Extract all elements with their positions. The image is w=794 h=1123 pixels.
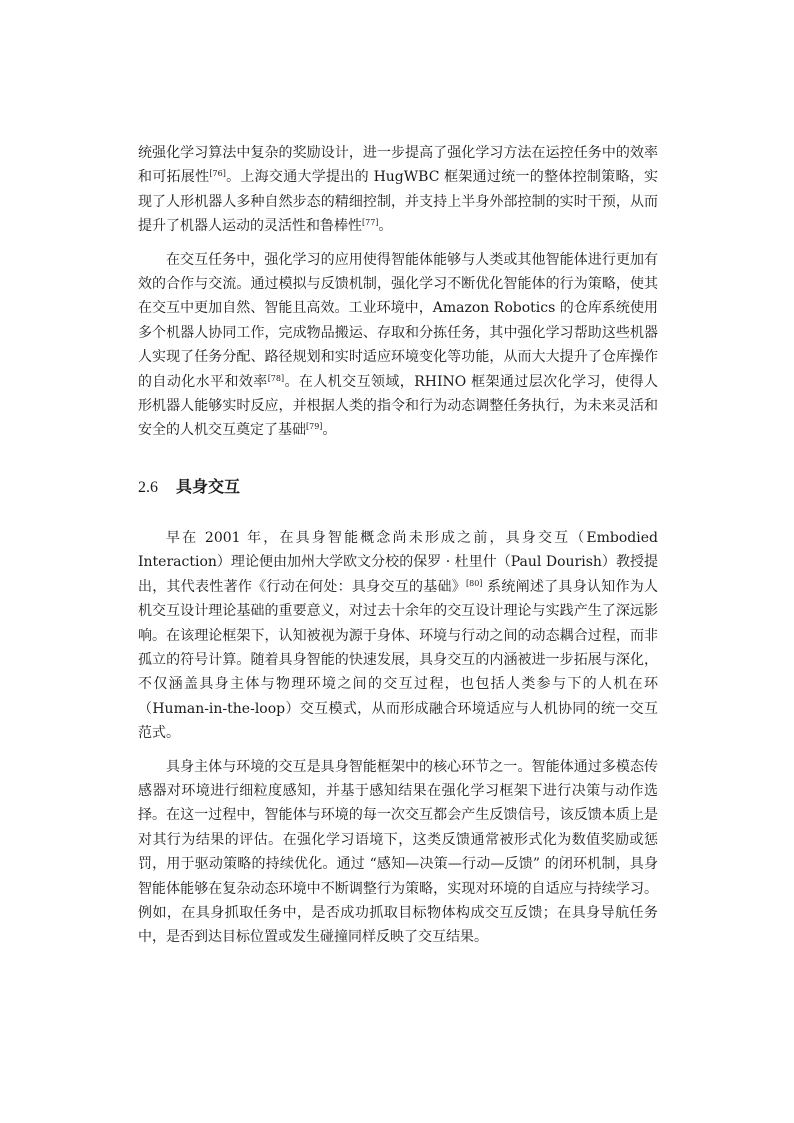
citation-77: [77] <box>362 218 379 228</box>
citation-78: [78] <box>267 373 285 383</box>
paragraph-text: 。在人机交互领域，RHINO 框架通过层次化学习，使得人形机器人能够实时反应，并根据人类的指令和行为动态调整任务执行，为未来灵活和安全的人机交互奠定了基础 <box>138 373 658 439</box>
paragraph-text: 早在 2001 年，在具身智能概念尚未形成之前，具身交互（Embodied Interaction）理论便由加州大学欧文分校的保罗 · 杜里什（Paul Dourish）教授提出，其代表性著作《行动在何处：具身交互的基础》 <box>138 529 658 595</box>
paragraph-text: 系统阐述了具身认知作为人机交互设计理论基础的重要意义，对过去十余年的交互设计理论与实践产生了深远影响。在该理论框架下，认知被视为源于身体、环境与行动之间的动态耦合过程，而非孤立的符号计算。随着具身智能的快速发展，具身交互的内涵被进一步拓展与深化，不仅涵盖具身主体与物理环境之间的交互过程，也包括人类参与下的人机在环（Human-in-the-loop）交互模式，从而形成融合环境适应与人机协同的统一交互范式。 <box>138 578 658 742</box>
paragraph-text: 。 <box>378 218 393 235</box>
citation-79: [79] <box>306 422 323 432</box>
section-number: 2.6 <box>138 478 158 496</box>
paragraph-2 <box>138 248 658 443</box>
paragraph-4 <box>138 755 658 950</box>
paragraph-text: 在交互任务中，强化学习的应用使得智能体能够与人类或其他智能体进行更加有效的合作与交流。通过模拟与反馈机制，强化学习不断优化智能体的行为策略，使其在交互中更加自然、智能且高效。工业环境中，Amazon Robotics 的仓库系统使用多个机器人协同工作，完成物品搬运、存取和分拣任务，其中强化学习帮助这些机器人实现了任务分配、路径规划和实时适应环境变化等功能，从而大大提升了仓库操作的自动化水平和效率 <box>138 251 658 390</box>
section-heading <box>138 477 658 498</box>
paragraph-1 <box>138 141 658 239</box>
page-body <box>138 141 658 950</box>
citation-80: [80] <box>466 578 483 588</box>
paragraph-3 <box>138 526 658 746</box>
paragraph-text: 具身主体与环境的交互是具身智能框架中的核心环节之一。智能体通过多模态传感器对环境进行细粒度感知，并基于感知结果在强化学习框架下进行决策与动作选择。在这一过程中，智能体与环境的每一次交互都会产生反馈信号，该反馈本质上是对其行为结果的评估。在强化学习语境下，这类反馈通常被形式化为数值奖励或惩罚，用于驱动策略的持续优化。通过 “感知—决策—行动—反馈” 的闭环机制，具身智能体能够在复杂动态环境中不断调整行为策略，实现对环境的自适应与持续学习。例如，在具身抓取任务中，是否成功抓取目标物体构成交互反馈；在具身导航任务中，是否到达目标位置或发生碰撞同样反映了交互结果。 <box>138 758 658 946</box>
paragraph-text: 。上海交通大学提出的 HugWBC 框架通过统一的整体控制策略，实现了人形机器人多种自然步态的精细控制，并支持上半身外部控制的实时干预，从而提升了机器人运动的灵活性和鲁棒性 <box>138 169 658 235</box>
section-title: 具身交互 <box>176 476 241 496</box>
paragraph-text: 统强化学习算法中复杂的奖励设计，进一步提高了强化学习方法在运控任务中的效率和可拓展性 <box>138 145 658 186</box>
paragraph-text: 。 <box>322 422 337 439</box>
citation-76: [76] <box>209 169 226 179</box>
